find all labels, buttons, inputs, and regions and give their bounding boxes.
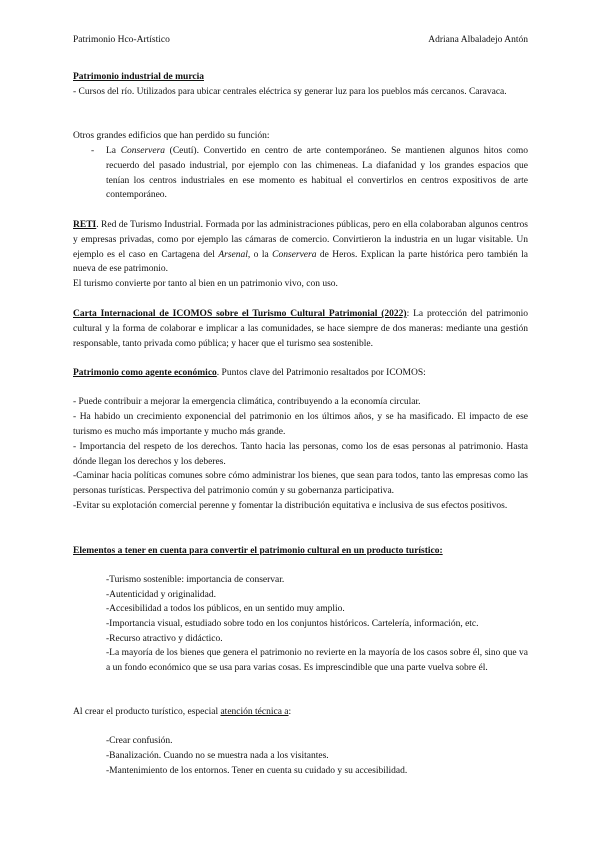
section-5-item: -La mayoría de los bienes que genera el patrimonio no revierte en la mayoría de los casos sobre él, sino que va a un fondo económico que se usa para varias cosas. Es imprescindible que una parte vuelva sobre él. xyxy=(106,648,528,673)
section-6-intro-end: : xyxy=(288,707,292,717)
section-4-item: - Ha habido un crecimiento exponencial del patrimonio en los últimos años, y se ha masificado. El impacto de ese turismo es mucho más importante y mucho más grande. xyxy=(73,412,528,437)
section-2-text-c: de Heros. Explican la parte histórica pero también la nueva de ese patrimonio. xyxy=(73,249,528,275)
section-2-text-b: , o la xyxy=(247,249,273,260)
section-4-item: -Evitar su explotación comercial perenne y fomentar la distribución equitativa e inclusiva de sus efectos positivos. xyxy=(73,501,508,511)
section-1-paragraph-2: Otros grandes edificios que han perdido su función: xyxy=(73,131,270,141)
section-5-item: -Autenticidad y originalidad. xyxy=(106,590,217,600)
section-5-item: -Recurso atractivo y didáctico. xyxy=(106,634,223,644)
section-2-emphasis-1: Arsenal xyxy=(218,249,248,260)
header-right: Adriana Albaladejo Antón xyxy=(428,35,528,45)
section-2-paragraph xyxy=(73,218,528,277)
section-2-title: RETI xyxy=(73,220,97,230)
section-1-title-line xyxy=(73,70,528,85)
section-2-paragraph-2: El turismo convierte por tanto al bien en un patrimonio vivo, con uso. xyxy=(73,279,338,289)
list-item-text-b: (Ceutí). Convertido en centro de arte contemporáneo. Se mantienen algunos hitos como recuerdo del pasado industrial, por ejemplo con las chimeneas. La diafanidad y los grandes espacios que tenían los centros industriales en ese momento es habitual el convertirlos en centros expositivos de arte contemporáneo. xyxy=(106,146,528,201)
list-dash: - xyxy=(91,146,95,156)
section-1-paragraph-1: - Cursos del río. Utilizados para ubicar centrales eléctrica sy generar luz para los pueblos más cercanos. Caravaca. xyxy=(73,87,507,97)
section-2-emphasis-2: Conservera xyxy=(272,249,317,260)
list-item-emphasis: Conservera xyxy=(120,146,166,156)
section-5-item: -Turismo sostenible: importancia de conservar. xyxy=(106,575,285,585)
section-3-text: : La protección del patrimonio cultural y la forma de colaborar e implicar a las comunidades, se hace siempre de dos maneras: mediante una gestión responsable, tanto privada como pública; y hacer que el turismo sea sostenible. xyxy=(73,309,529,349)
section-5-item: -Importancia visual, estudiado sobre todo en los conjuntos históricos. Cartelería, información, etc. xyxy=(106,619,479,629)
section-3-paragraph xyxy=(73,307,528,351)
section-6-intro-underlined: atención técnica a xyxy=(220,707,289,717)
section-5-title-line xyxy=(73,544,528,559)
section-4-item: -Caminar hacia políticas comunes sobre cómo administrar los bienes, que sean para todos, tanto las empresas como las personas turísticas. Perspectiva del patrimonio común y su gobernanza participativa. xyxy=(73,471,528,496)
header-left: Patrimonio Hco-Artístico xyxy=(73,35,170,45)
section-4-item: - Importancia del respeto de los derechos. Tanto hacia las personas, como los de esas personas al patrimonio. Hasta dónde llegan los derechos y los deberes. xyxy=(73,442,528,467)
section-6-intro xyxy=(73,705,528,720)
section-2-text-a: . Red de Turismo Industrial. Formada por las administraciones públicas, pero en ella colaboraban algunos centros y empresas privadas, como por ejemplo las cámaras de comercio. Convirtieron la industria en un lugar visitable. Un ejemplo es el caso en Cartagena del xyxy=(73,220,528,260)
section-4-item: - Puede contribuir a mejorar la emergencia climática, contribuyendo a la economía circular. xyxy=(73,397,421,407)
section-5-item: -Accesibilidad a todos los públicos, en un sentido muy amplio. xyxy=(106,604,345,614)
list-item-text-a: La xyxy=(106,146,121,156)
section-4-text: . Puntos clave del Patrimonio resaltados por ICOMOS: xyxy=(216,368,426,378)
section-4-title: Patrimonio como agente económico xyxy=(73,368,217,378)
section-3-title: Carta Internacional de ICOMOS sobre el Turismo Cultural Patrimonial (2022) xyxy=(73,309,407,319)
section-4-intro xyxy=(73,366,528,381)
section-5-title: Elementos a tener en cuenta para convertir el patrimonio cultural en un producto turístico: xyxy=(73,546,443,556)
section-6-item: -Mantenimiento de los entornos. Tener en cuenta su cuidado y su accesibilidad. xyxy=(106,766,408,776)
section-6-item: -Banalización. Cuando no se muestra nada a los visitantes. xyxy=(106,751,329,761)
section-1-title: Patrimonio industrial de murcia xyxy=(73,72,204,82)
section-6-item: -Crear confusión. xyxy=(106,736,173,746)
section-1-list-item xyxy=(106,144,528,203)
section-6-intro-text: Al crear el producto turístico, especial xyxy=(73,707,221,717)
